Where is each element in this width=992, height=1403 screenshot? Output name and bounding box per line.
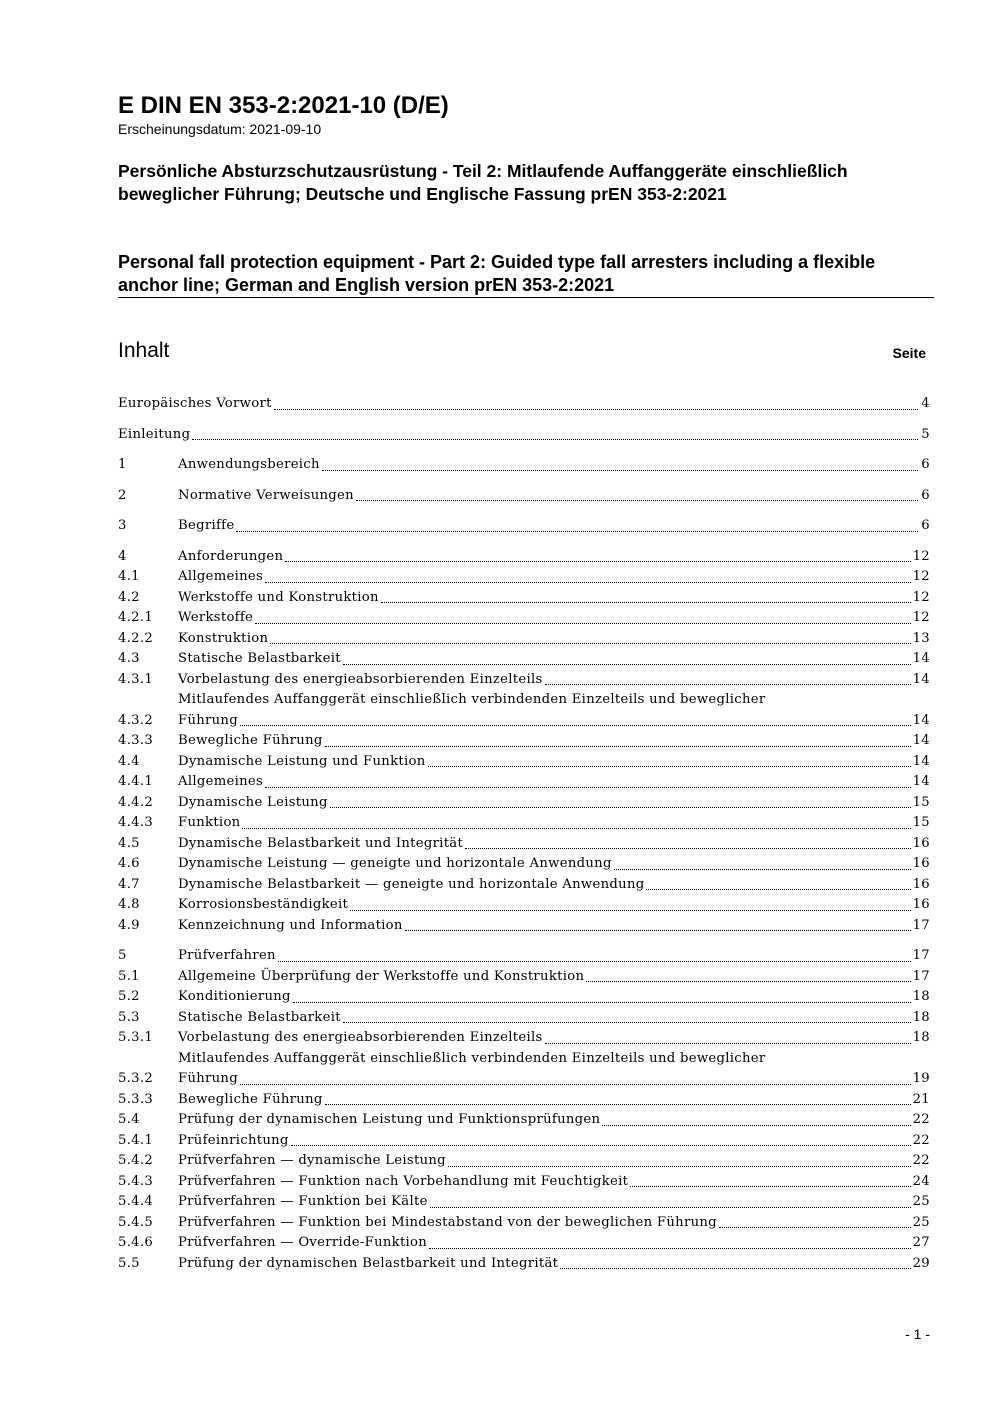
toc-dot-leader bbox=[240, 1084, 911, 1085]
toc-entry-title: Werkstoffe und Konstruktion bbox=[178, 589, 379, 605]
toc-entry-page: 17 bbox=[912, 917, 930, 933]
toc-entry[interactable] bbox=[118, 1110, 930, 1131]
toc-entry[interactable] bbox=[118, 547, 930, 568]
toc-entry-title: Funktion bbox=[178, 815, 241, 830]
toc-entry[interactable] bbox=[118, 649, 930, 670]
toc-dot-leader bbox=[278, 961, 911, 962]
toc-dot-leader bbox=[545, 684, 911, 685]
toc-entry-title: Statische Belastbarkeit bbox=[178, 1009, 341, 1025]
toc-entry[interactable] bbox=[118, 772, 930, 793]
toc-entry[interactable] bbox=[118, 793, 930, 814]
toc-entry-page: 4 bbox=[921, 396, 930, 411]
toc-entry[interactable] bbox=[118, 486, 930, 507]
toc-entry-page: 14 bbox=[912, 712, 930, 728]
toc-entry-title: Prüfeinrichtung bbox=[178, 1132, 289, 1148]
toc-entry-number: 3 bbox=[118, 518, 127, 533]
toc-entry-page: 19 bbox=[912, 1071, 930, 1086]
toc-entry-page: 29 bbox=[912, 1255, 930, 1271]
toc-entry-title: Vorbelastung des energieabsorbierenden Einzelteils bbox=[178, 1030, 543, 1045]
toc-entry[interactable] bbox=[118, 731, 930, 752]
toc-entry-number: 4.4.1 bbox=[118, 774, 154, 789]
toc-entry-page: 22 bbox=[912, 1112, 930, 1127]
toc-dot-leader bbox=[330, 807, 911, 808]
toc-entry-title: Anwendungsbereich bbox=[178, 457, 320, 472]
toc-entry[interactable] bbox=[118, 752, 930, 773]
toc-entry[interactable] bbox=[118, 1028, 930, 1049]
toc-dot-leader bbox=[322, 470, 918, 471]
toc-entry[interactable] bbox=[118, 516, 930, 537]
toc-entry-page: 25 bbox=[912, 1214, 930, 1230]
toc-entry-number: 5.3.2 bbox=[118, 1071, 154, 1086]
toc-entry-page: 22 bbox=[912, 1132, 930, 1148]
toc-entry-page: 14 bbox=[912, 671, 930, 687]
toc-entry-number: 5.4.1 bbox=[118, 1132, 154, 1148]
toc-entry-title: Dynamische Leistung bbox=[178, 794, 328, 810]
toc-dot-leader bbox=[350, 910, 910, 911]
toc-entry-page: 18 bbox=[912, 1030, 930, 1045]
toc-entry[interactable] bbox=[118, 895, 930, 916]
toc-entry-number: 2 bbox=[118, 487, 127, 503]
toc-dot-leader bbox=[265, 787, 911, 788]
toc-dot-leader bbox=[630, 1186, 910, 1187]
toc-entry[interactable] bbox=[118, 629, 930, 650]
toc-entry-title: Mitlaufendes Auffanggerät einschließlich verbindenden Einzelteils und beweglicher bbox=[178, 692, 766, 707]
toc-dot-leader bbox=[285, 561, 910, 562]
toc-entry-number: 4 bbox=[118, 548, 127, 564]
toc-entry[interactable] bbox=[118, 987, 930, 1008]
toc-entry[interactable] bbox=[118, 1151, 930, 1172]
toc-entry-number: 4.2.1 bbox=[118, 610, 154, 625]
toc-dot-leader bbox=[236, 531, 918, 532]
toc-entry-title: Bewegliche Führung bbox=[178, 733, 323, 748]
document-id: E DIN EN 353-2:2021-10 (D/E) bbox=[118, 92, 449, 119]
toc-entry-title: Allgemeine Überprüfung der Werkstoffe und Konstruktion bbox=[178, 968, 585, 984]
toc-entry-title: Mitlaufendes Auffanggerät einschließlich verbindenden Einzelteils und beweglicher bbox=[178, 1050, 766, 1066]
toc-dot-leader bbox=[240, 725, 911, 726]
toc-entry-number: 4.4.3 bbox=[118, 815, 154, 830]
toc-entry-title: Prüfverfahren — Override-Funktion bbox=[178, 1235, 428, 1250]
toc-entry-title: Prüfverfahren bbox=[178, 948, 276, 963]
toc-entry[interactable] bbox=[118, 1090, 930, 1111]
toc-entry-title: Anforderungen bbox=[178, 548, 284, 564]
toc-dot-leader bbox=[381, 602, 911, 603]
toc-entry-number: 5.4 bbox=[118, 1112, 140, 1127]
toc-dot-leader bbox=[428, 766, 911, 767]
toc-entry-number: 4.3.3 bbox=[118, 733, 154, 748]
toc-entry[interactable] bbox=[118, 1213, 930, 1234]
toc-entry-number: 4.8 bbox=[118, 897, 140, 912]
toc-entry-title: Dynamische Leistung — geneigte und horizontale Anwendung bbox=[178, 856, 612, 871]
toc-entry-page: 17 bbox=[912, 948, 930, 963]
toc-entry-title: Dynamische Belastbarkeit und Integrität bbox=[178, 835, 464, 851]
toc-entry-page: 5 bbox=[921, 426, 930, 442]
toc-entry-page: 6 bbox=[921, 457, 930, 472]
toc-entry-page: 12 bbox=[912, 569, 930, 584]
toc-entry[interactable] bbox=[118, 608, 930, 629]
toc-entry-page: 14 bbox=[912, 733, 930, 748]
title-english: Personal fall protection equipment - Part 2: Guided type fall arresters including a flexible anchor line; German and English version prEN 353-2:2021 bbox=[118, 252, 876, 295]
toc-entry-number: 4.7 bbox=[118, 876, 140, 892]
toc-dot-leader bbox=[270, 643, 910, 644]
toc-entry-title: Statische Belastbarkeit bbox=[178, 651, 341, 666]
toc-entry-page: 12 bbox=[912, 589, 930, 605]
toc-entry-title: Prüfverfahren — Funktion bei Kälte bbox=[178, 1194, 428, 1209]
title-german: Persönliche Absturzschutzausrüstung - Teil 2: Mitlaufende Auffanggeräte einschließlich beweglicher Führung; Deutsche und Englische Fassung prEN 353-2:2021 bbox=[118, 161, 848, 204]
toc-entry-title: Einleitung bbox=[118, 426, 191, 442]
toc-heading: Inhalt bbox=[118, 339, 170, 362]
toc-entry[interactable] bbox=[118, 854, 930, 875]
toc-entry-page: 14 bbox=[912, 753, 930, 769]
toc-entry-title: Allgemeines bbox=[178, 774, 264, 789]
toc-dot-leader bbox=[291, 1145, 911, 1146]
toc-entry-page: 12 bbox=[912, 610, 930, 625]
toc-dot-leader bbox=[293, 1002, 911, 1003]
toc-entry-number: 4.2 bbox=[118, 589, 140, 605]
toc-entry-number: 1 bbox=[118, 457, 127, 472]
toc-entry-page: 14 bbox=[912, 651, 930, 666]
toc-entry-page: 25 bbox=[912, 1194, 930, 1209]
toc-entry-number: 5.4.3 bbox=[118, 1173, 154, 1189]
toc-entry-page: 21 bbox=[912, 1091, 930, 1107]
toc-entry[interactable] bbox=[118, 1049, 930, 1090]
toc-entry-title: Dynamische Leistung und Funktion bbox=[178, 753, 426, 769]
toc-entry-page: 14 bbox=[912, 774, 930, 789]
table-of-contents bbox=[118, 394, 930, 1274]
toc-dot-leader bbox=[719, 1227, 911, 1228]
toc-entry[interactable] bbox=[118, 1008, 930, 1029]
toc-entry-title-continued: Führung bbox=[178, 1071, 238, 1086]
toc-entry-title: Allgemeines bbox=[178, 569, 264, 584]
toc-entry-page: 15 bbox=[912, 794, 930, 810]
toc-entry-number: 4.9 bbox=[118, 917, 140, 933]
toc-entry-number: 4.4 bbox=[118, 753, 140, 769]
toc-entry-title-continued: Führung bbox=[178, 712, 238, 728]
toc-entry[interactable] bbox=[118, 875, 930, 896]
toc-entry-number: 4.1 bbox=[118, 569, 140, 584]
publication-date: Erscheinungsdatum: 2021-09-10 bbox=[118, 121, 322, 137]
toc-entry[interactable] bbox=[118, 394, 930, 415]
toc-entry-title: Prüfung der dynamischen Leistung und Funktionsprüfungen bbox=[178, 1112, 601, 1127]
toc-dot-leader bbox=[356, 500, 918, 501]
toc-dot-leader bbox=[325, 1104, 911, 1105]
toc-entry[interactable] bbox=[118, 916, 930, 937]
toc-entry-title: Vorbelastung des energieabsorbierenden Einzelteils bbox=[178, 671, 543, 687]
toc-entry[interactable] bbox=[118, 1192, 930, 1213]
title-divider bbox=[118, 297, 934, 298]
toc-entry[interactable] bbox=[118, 670, 930, 691]
toc-dot-leader bbox=[545, 1043, 911, 1044]
toc-entry-page: 24 bbox=[912, 1173, 930, 1189]
toc-dot-leader bbox=[602, 1125, 910, 1126]
toc-entry[interactable] bbox=[118, 690, 930, 731]
toc-entry-number: 5.4.6 bbox=[118, 1235, 154, 1250]
toc-entry-page: 18 bbox=[912, 1009, 930, 1025]
toc-entry-page: 6 bbox=[921, 487, 930, 503]
toc-dot-leader bbox=[465, 848, 911, 849]
toc-dot-leader bbox=[614, 869, 911, 870]
toc-dot-leader bbox=[343, 664, 911, 665]
toc-dot-leader bbox=[448, 1166, 911, 1167]
toc-dot-leader bbox=[325, 746, 911, 747]
toc-entry-number: 4.4.2 bbox=[118, 794, 154, 810]
toc-dot-leader bbox=[429, 1248, 911, 1249]
toc-entry-page: 16 bbox=[912, 835, 930, 851]
toc-entry-page: 13 bbox=[912, 630, 930, 646]
toc-dot-leader bbox=[192, 439, 918, 440]
toc-entry-number: 5.1 bbox=[118, 968, 140, 984]
toc-entry[interactable] bbox=[118, 1233, 930, 1254]
toc-entry-page: 6 bbox=[921, 518, 930, 533]
toc-dot-leader bbox=[430, 1207, 911, 1208]
toc-entry-title: Kennzeichnung und Information bbox=[178, 917, 403, 933]
toc-entry-title: Korrosionsbeständigkeit bbox=[178, 897, 349, 912]
toc-entry-title: Normative Verweisungen bbox=[178, 487, 354, 503]
toc-entry-title: Prüfverfahren — Funktion bei Mindestabstand von der beweglichen Führung bbox=[178, 1214, 717, 1230]
toc-entry-page: 16 bbox=[912, 876, 930, 892]
toc-entry-page: 15 bbox=[912, 815, 930, 830]
toc-entry-page: 18 bbox=[912, 989, 930, 1004]
toc-dot-leader bbox=[255, 623, 910, 624]
toc-entry-number: 5.5 bbox=[118, 1255, 140, 1271]
toc-entry[interactable] bbox=[118, 1172, 930, 1193]
toc-dot-leader bbox=[242, 828, 910, 829]
toc-entry[interactable] bbox=[118, 1254, 930, 1275]
toc-entry-page: 27 bbox=[912, 1235, 930, 1250]
toc-entry-page: 17 bbox=[912, 968, 930, 984]
toc-entry-number: 4.3.1 bbox=[118, 671, 154, 687]
toc-entry-title: Prüfverfahren — dynamische Leistung bbox=[178, 1153, 446, 1168]
toc-entry-number: 4.3.2 bbox=[118, 712, 154, 728]
toc-entry-number: 4.2.2 bbox=[118, 630, 154, 646]
toc-entry-page: 16 bbox=[912, 897, 930, 912]
toc-page-label: Seite bbox=[892, 345, 926, 361]
toc-entry-number: 5.4.5 bbox=[118, 1214, 154, 1230]
toc-entry-number: 5.4.4 bbox=[118, 1194, 154, 1209]
toc-entry[interactable] bbox=[118, 946, 930, 967]
toc-entry-page: 12 bbox=[912, 548, 930, 564]
toc-entry-number: 5 bbox=[118, 948, 127, 963]
toc-entry-title: Prüfung der dynamischen Belastbarkeit und Integrität bbox=[178, 1255, 559, 1271]
toc-entry-title: Prüfverfahren — Funktion nach Vorbehandlung mit Feuchtigkeit bbox=[178, 1173, 629, 1189]
toc-entry-number: 5.4.2 bbox=[118, 1153, 154, 1168]
toc-entry-title: Werkstoffe bbox=[178, 610, 254, 625]
toc-entry[interactable] bbox=[118, 834, 930, 855]
toc-entry-page: 16 bbox=[912, 856, 930, 871]
toc-entry[interactable] bbox=[118, 425, 930, 446]
toc-dot-leader bbox=[586, 981, 910, 982]
toc-entry-title: Konditionierung bbox=[178, 989, 291, 1004]
toc-entry-number: 5.3.1 bbox=[118, 1030, 154, 1045]
toc-entry[interactable] bbox=[118, 567, 930, 588]
toc-entry-number: 4.6 bbox=[118, 856, 140, 871]
toc-entry-number: 4.5 bbox=[118, 835, 140, 851]
toc-entry-number: 5.3 bbox=[118, 1009, 140, 1025]
toc-entry[interactable] bbox=[118, 813, 930, 834]
toc-dot-leader bbox=[646, 889, 910, 890]
toc-entry-number: 5.3.3 bbox=[118, 1091, 154, 1107]
toc-dot-leader bbox=[560, 1268, 910, 1269]
toc-entry-number: 5.2 bbox=[118, 989, 140, 1004]
toc-entry[interactable] bbox=[118, 588, 930, 609]
toc-dot-leader bbox=[274, 409, 918, 410]
toc-entry-title: Europäisches Vorwort bbox=[118, 396, 272, 411]
page-number: - 1 - bbox=[905, 1326, 930, 1342]
toc-entry[interactable] bbox=[118, 455, 930, 476]
toc-entry-title: Dynamische Belastbarkeit — geneigte und horizontale Anwendung bbox=[178, 876, 645, 892]
toc-entry-title: Bewegliche Führung bbox=[178, 1091, 323, 1107]
toc-entry[interactable] bbox=[118, 1131, 930, 1152]
toc-entry[interactable] bbox=[118, 967, 930, 988]
toc-entry-title: Begriffe bbox=[178, 518, 235, 533]
toc-entry-page: 22 bbox=[912, 1153, 930, 1168]
toc-entry-title: Konstruktion bbox=[178, 630, 269, 646]
toc-dot-leader bbox=[405, 930, 911, 931]
toc-dot-leader bbox=[343, 1022, 911, 1023]
toc-entry-number: 4.3 bbox=[118, 651, 140, 666]
toc-dot-leader bbox=[265, 582, 911, 583]
